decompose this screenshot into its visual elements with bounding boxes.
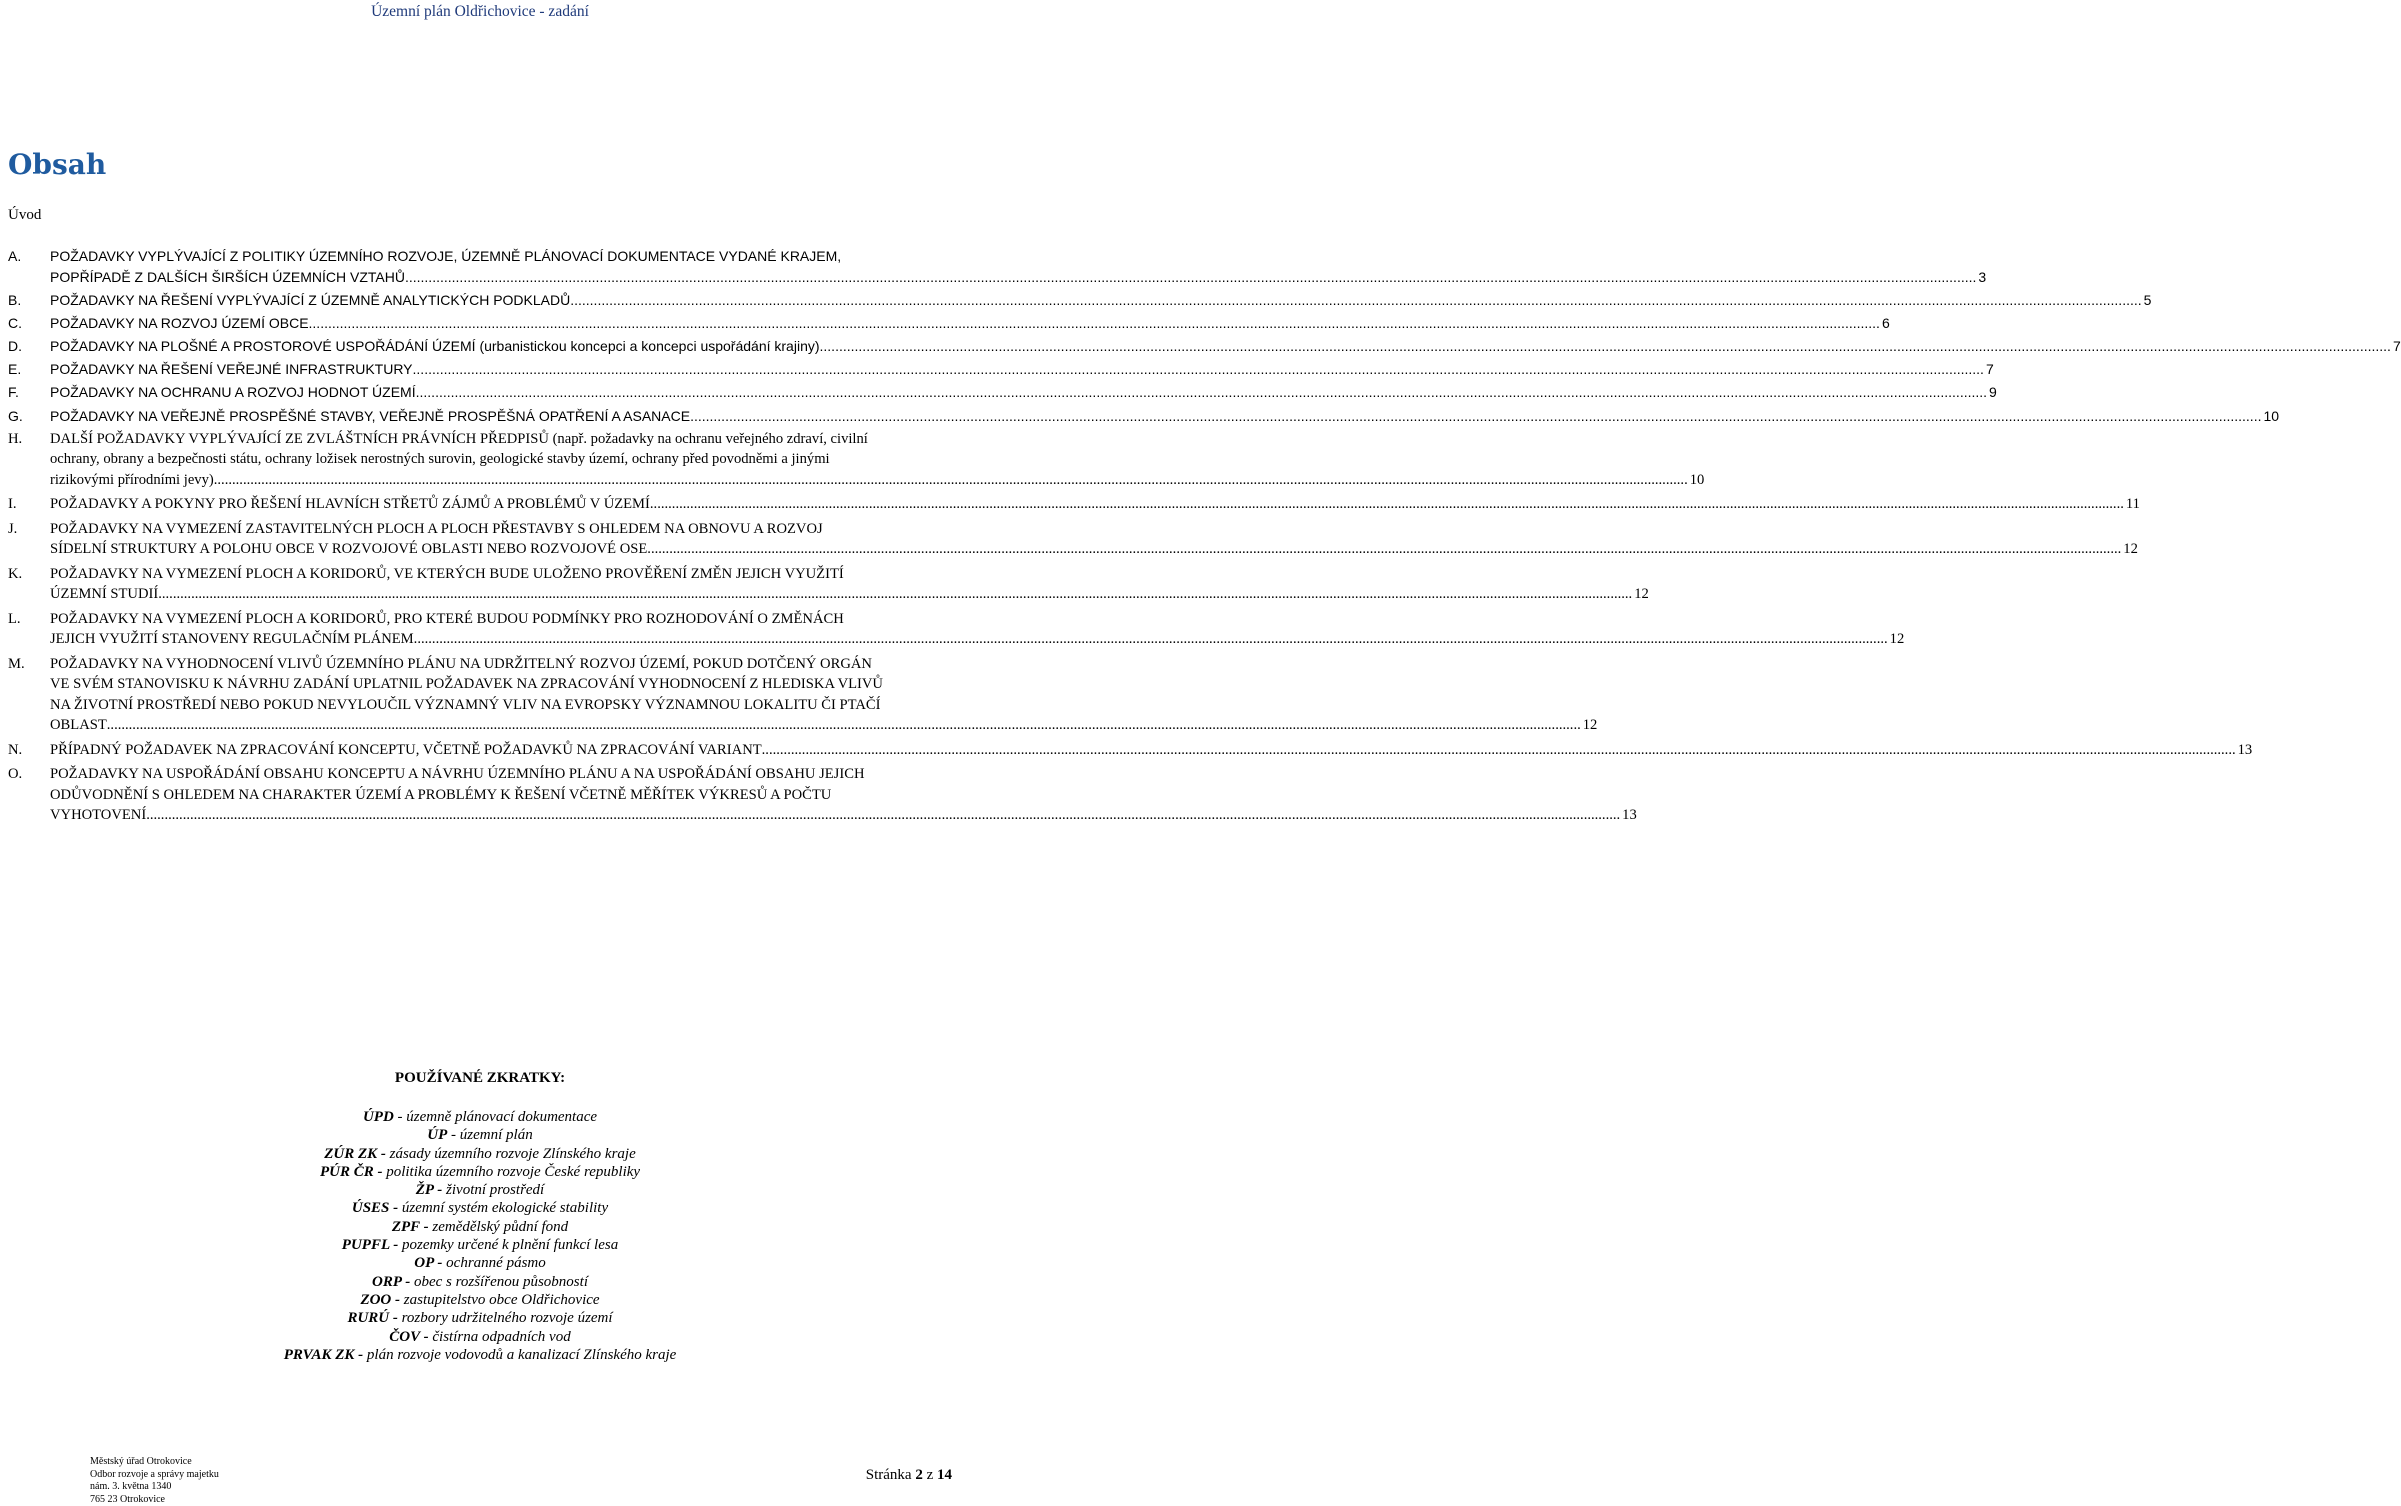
toc-entry-text: POŽADAVKY A POKYNY PRO ŘEŠENÍ HLAVNÍCH STŘETŮ ZÁJMŮ A PROBLÉMŮ V ÚZEMÍ: [50, 496, 650, 513]
toc-dot-leader: [405, 267, 1976, 288]
page-header: Územní plán Oldřichovice - zadání: [371, 3, 589, 20]
toc-entry[interactable]: [8, 429, 1705, 491]
toc-dot-leader: [570, 290, 2141, 311]
toc-entry-text: JEJICH VYUŽITÍ STANOVENY REGULAČNÍM PLÁNEM: [50, 631, 414, 648]
toc-entry-letter: E.: [8, 361, 22, 378]
abbreviation-description: zemědělský půdní fond: [428, 1218, 569, 1235]
toc-dot-leader: [416, 382, 1987, 403]
abbreviation-description: obec s rozšířenou působností: [410, 1273, 588, 1290]
abbreviation-item: [0, 1346, 960, 1364]
toc-entry-text: POŽADAVKY NA ROZVOJ ÚZEMÍ OBCE: [50, 314, 309, 331]
abbreviations-title: POUŽÍVANÉ ZKRATKY:: [394, 1070, 566, 1086]
page-number-current: 2: [915, 1467, 923, 1483]
toc-entry-page: 10: [1689, 471, 1705, 488]
toc-entry[interactable]: [8, 494, 2140, 515]
page-footer: [90, 1456, 219, 1506]
abbreviation-term: ZOO -: [360, 1291, 401, 1308]
abbreviation-description: zásady územního rozvoje Zlínského kraje: [385, 1145, 636, 1162]
abbreviation-term: ČOV -: [389, 1328, 429, 1345]
table-of-contents: [8, 246, 2401, 830]
abbreviation-description: životní prostředí: [442, 1182, 545, 1199]
toc-entry-letter: D.: [8, 338, 22, 355]
abbreviation-item: [0, 1163, 960, 1181]
toc-entry-page: 11: [2125, 496, 2140, 513]
abbreviation-item: [0, 1145, 960, 1163]
toc-entry[interactable]: [8, 246, 1987, 287]
toc-dot-leader: [820, 336, 2391, 357]
toc-entry-letter: M.: [8, 655, 25, 672]
toc-entry[interactable]: [8, 564, 1649, 605]
abbreviation-item: [0, 1126, 960, 1144]
abbreviation-item: [0, 1218, 960, 1236]
toc-entry[interactable]: [8, 336, 2401, 357]
toc-entry[interactable]: [8, 654, 1598, 736]
toc-dot-leader: [413, 359, 1984, 380]
toc-entry-text: rizikovými přírodními jevy): [50, 471, 214, 488]
abbreviation-item: [0, 1254, 960, 1272]
toc-entry[interactable]: [8, 313, 1890, 334]
abbreviation-description: politika územního rozvoje České republiky: [382, 1163, 641, 1180]
toc-entry-letter: I.: [8, 496, 17, 513]
toc-entry-text: POŽADAVKY NA OCHRANU A ROZVOJ HODNOT ÚZEMÍ: [50, 384, 416, 401]
toc-entry-letter: B.: [8, 291, 22, 308]
toc-dot-leader: [690, 406, 2261, 427]
toc-entry[interactable]: [8, 359, 1994, 380]
toc-entry-text: POŽADAVKY VYPLÝVAJÍCÍ Z POLITIKY ÚZEMNÍHO ROZVOJE, ÚZEMNĚ PLÁNOVACÍ DOKUMENTACE VYDANÉ KRAJEM,: [50, 248, 842, 264]
abbreviation-description: rozbory udržitelného rozvoje území: [397, 1310, 613, 1327]
toc-entry-text: POPŘÍPADĚ Z DALŠÍCH ŠIRŠÍCH ÚZEMNÍCH VZTAHŮ: [50, 268, 405, 285]
page-number-total: 14: [937, 1467, 952, 1483]
abbreviation-term: ZPF -: [391, 1218, 429, 1235]
footer-line: Městský úřad Otrokovice: [90, 1456, 192, 1467]
toc-entry-text: VE SVÉM STANOVISKU K NÁVRHU ZADÁNÍ UPLATNIL POŽADAVEK NA ZPRACOVÁNÍ VYHODNOCENÍ Z HLEDISKA VLIVŮ: [50, 676, 883, 693]
toc-entry[interactable]: [8, 290, 2152, 311]
toc-entry-page: 7: [2392, 338, 2401, 355]
toc-entry-letter: L.: [8, 610, 21, 627]
abbreviation-description: čistírna odpadních vod: [428, 1328, 571, 1345]
toc-entry-text: POŽADAVKY NA ŘEŠENÍ VEŘEJNÉ INFRASTRUKTURY: [50, 361, 413, 378]
toc-entry-text: NA ŽIVOTNÍ PROSTŘEDÍ NEBO POKUD NEVYLOUČIL VÝZNAMNÝ VLIV NA EVROPSKY VÝZNAMNOU LOKALITU ČI PTAČÍ: [50, 696, 881, 713]
toc-entry-page: 12: [2123, 541, 2138, 558]
toc-entry-page: 12: [1634, 586, 1649, 603]
abbreviation-term: ZÚR ZK -: [324, 1145, 386, 1162]
toc-entry-text: POŽADAVKY NA PLOŠNÉ A PROSTOROVÉ USPOŘÁDÁNÍ ÚZEMÍ (urbanistickou koncepci a koncepci uspořádání krajiny): [50, 338, 820, 355]
abbreviation-item: [0, 1236, 960, 1254]
abbreviation-term: PUPFL -: [341, 1237, 399, 1254]
abbreviations-section: [0, 1070, 960, 1364]
toc-entry-page: 3: [1978, 268, 1987, 285]
toc-entry-text: POŽADAVKY NA VYMEZENÍ ZASTAVITELNÝCH PLOCH A PLOCH PŘESTAVBY S OHLEDEM NA OBNOVU A ROZVOJ: [50, 520, 823, 537]
page-number-prefix: Stránka: [865, 1467, 916, 1483]
abbreviation-item: [0, 1108, 960, 1126]
abbreviation-description: územní systém ekologické stability: [398, 1200, 609, 1217]
toc-entry-text: POŽADAVKY NA VYMEZENÍ PLOCH A KORIDORŮ, VE KTERÝCH BUDE ULOŽENO PROVĚŘENÍ ZMĚN JEJICH VYUŽITÍ: [50, 565, 844, 582]
toc-entry[interactable]: [8, 764, 1637, 826]
abbreviation-term: ÚPD: [362, 1109, 394, 1125]
abbreviation-item: [0, 1181, 960, 1199]
abbreviation-item: [0, 1309, 960, 1327]
toc-dot-leader: [158, 584, 1632, 605]
toc-entry-page: 6: [1881, 314, 1890, 331]
toc-dot-leader: [107, 715, 1581, 736]
toc-entry-letter: H.: [8, 430, 23, 447]
toc-entry-page: 5: [2143, 291, 2152, 308]
abbreviations-list: [0, 1108, 960, 1364]
toc-dot-leader: [309, 313, 1880, 334]
toc-entry-text: POŽADAVKY NA VYMEZENÍ PLOCH A KORIDORŮ, PRO KTERÉ BUDOU PODMÍNKY PRO ROZHODOVÁNÍ O ZMĚNÁCH: [50, 610, 844, 627]
toc-entry[interactable]: [8, 609, 1905, 650]
toc-intro-link[interactable]: Úvod: [8, 207, 42, 223]
abbreviation-term: ORP -: [372, 1273, 411, 1290]
toc-entry[interactable]: [8, 740, 2253, 761]
toc-dot-leader: [214, 470, 1688, 491]
toc-entry[interactable]: [8, 406, 2280, 427]
abbreviation-term: RURÚ -: [347, 1310, 398, 1327]
abbreviation-description: plán rozvoje vodovodů a kanalizací Zlínského kraje: [363, 1346, 677, 1363]
toc-entry-page: 12: [1889, 631, 1905, 648]
abbreviation-term: PRVAK ZK -: [283, 1346, 364, 1363]
abbreviation-term: ŽP -: [415, 1182, 443, 1199]
toc-entry-letter: C.: [8, 314, 22, 331]
abbreviation-item: [0, 1273, 960, 1291]
toc-entry-text: POŽADAVKY NA ŘEŠENÍ VYPLÝVAJÍCÍ Z ÚZEMNĚ ANALYTICKÝCH PODKLADŮ: [50, 291, 571, 308]
page-number: [866, 1467, 952, 1484]
abbreviation-term: ÚP: [427, 1127, 448, 1144]
footer-line: nám. 3. května 1340: [90, 1481, 172, 1492]
toc-dot-leader: [146, 805, 1620, 826]
toc-entry-text: POŽADAVKY NA VEŘEJNĚ PROSPĚŠNÉ STAVBY, VEŘEJNĚ PROSPĚŠNÁ OPATŘENÍ A ASANACE: [50, 407, 691, 424]
toc-dot-leader: [647, 539, 2121, 560]
toc-entry-text: DALŠÍ POŽADAVKY VYPLÝVAJÍCÍ ZE ZVLÁŠTNÍCH PRÁVNÍCH PŘEDPISŮ (např. požadavky na ochranu veřejného zdraví, civilní: [50, 430, 868, 447]
toc-dot-leader: [650, 494, 2124, 515]
toc-entry-page: 13: [2237, 741, 2253, 758]
toc-entry-text: VYHOTOVENÍ: [50, 807, 147, 824]
toc-entry-page: 10: [2263, 407, 2280, 424]
page-number-separator: z: [922, 1467, 937, 1483]
abbreviation-description: ochranné pásmo: [442, 1255, 546, 1272]
footer-line: 765 23 Otrokovice: [90, 1493, 165, 1505]
toc-entry-page: 12: [1582, 717, 1598, 734]
toc-entry-page: 13: [1622, 807, 1637, 824]
toc-entry-text: ochrany, obrany a bezpečnosti státu, ochrany ložisek nerostných surovin, geologické stavby území, ochrany před povodněmi a jinými: [50, 451, 830, 468]
toc-entry-letter: F.: [8, 384, 19, 401]
toc-entry-text: POŽADAVKY NA USPOŘÁDÁNÍ OBSAHU KONCEPTU A NÁVRHU ÚZEMNÍHO PLÁNU A NA USPOŘÁDÁNÍ OBSAHU JEJICH: [50, 766, 865, 783]
abbreviation-item: [0, 1328, 960, 1346]
abbreviation-description: - územně plánovací dokumentace: [393, 1109, 598, 1125]
toc-entry-text: ÚZEMNÍ STUDIÍ: [50, 586, 159, 603]
toc-dot-leader: [414, 629, 1888, 650]
toc-entry-letter: A.: [8, 248, 22, 264]
abbreviation-description: - územní plán: [447, 1127, 533, 1144]
toc-entry-letter: G.: [8, 407, 23, 424]
toc-title: Obsah: [8, 148, 107, 181]
toc-entry-letter: O.: [8, 766, 23, 783]
toc-entry-text: POŽADAVKY NA VYHODNOCENÍ VLIVŮ ÚZEMNÍHO PLÁNU NA UDRŽITELNÝ ROZVOJ ÚZEMÍ, POKUD DOTČENÝ ORGÁN: [50, 655, 872, 672]
toc-entry-page: 7: [1985, 361, 1994, 378]
footer-line: Odbor rozvoje a správy majetku: [90, 1468, 219, 1480]
toc-entry-text: OBLAST: [50, 717, 107, 734]
abbreviation-item: [0, 1199, 960, 1217]
toc-entry-text: ODŮVODNĚNÍ S OHLEDEM NA CHARAKTER ÚZEMÍ A PROBLÉMY K ŘEŠENÍ VČETNĚ MĚŘÍTEK VÝKRESŮ A POČTU: [50, 786, 832, 803]
toc-dot-leader: [762, 740, 2236, 761]
abbreviation-description: pozemky určené k plnění funkcí lesa: [398, 1237, 619, 1254]
toc-entry[interactable]: [8, 519, 2138, 560]
toc-entry-page: 9: [1989, 384, 1997, 401]
abbreviation-description: zastupitelstvo obce Oldřichovice: [400, 1291, 600, 1308]
toc-entry[interactable]: [8, 382, 1997, 403]
abbreviation-item: [0, 1291, 960, 1309]
toc-entry-letter: J.: [8, 520, 18, 537]
abbreviation-term: OP -: [414, 1255, 443, 1272]
toc-entry-letter: N.: [8, 741, 23, 758]
toc-entry-text: SÍDELNÍ STRUKTURY A POLOHU OBCE V ROZVOJOVÉ OBLASTI NEBO ROZVOJOVÉ OSE: [50, 541, 648, 558]
abbreviation-term: ÚSES -: [351, 1200, 399, 1217]
abbreviation-term: PÚR ČR -: [319, 1163, 383, 1180]
toc-entry-text: PŘÍPADNÝ POŽADAVEK NA ZPRACOVÁNÍ KONCEPTU, VČETNĚ POŽADAVKŮ NA ZPRACOVÁNÍ VARIANT: [50, 741, 762, 758]
toc-entry-letter: K.: [8, 565, 23, 582]
